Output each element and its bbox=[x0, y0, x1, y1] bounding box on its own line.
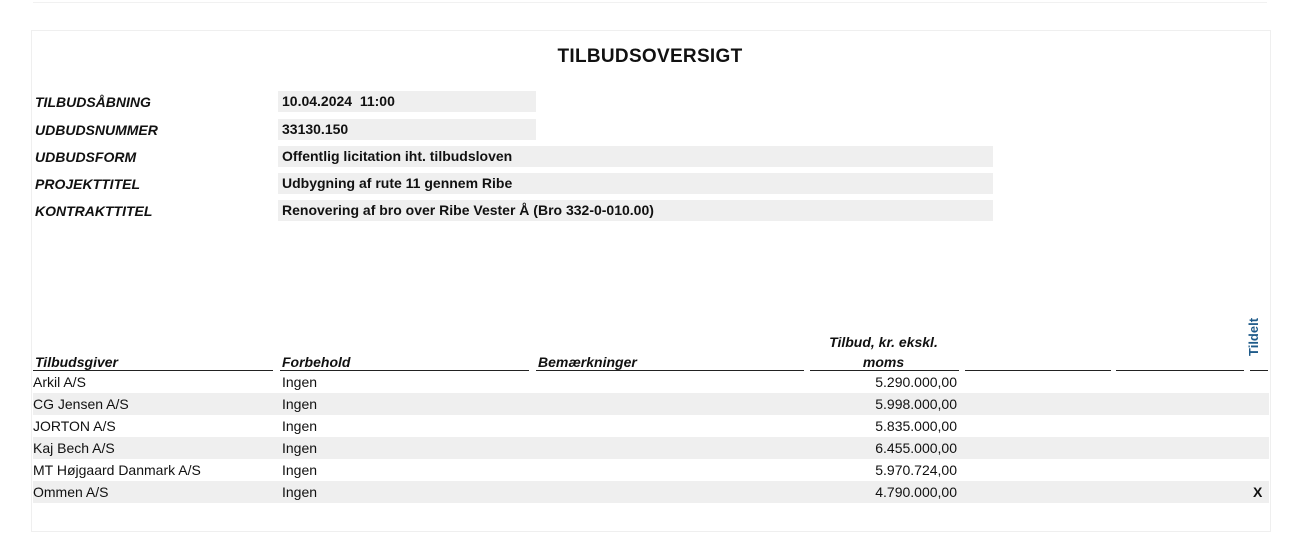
bidder-name: Kaj Bech A/S bbox=[33, 440, 115, 456]
header-bemaerkninger: Bemærkninger bbox=[538, 354, 637, 370]
bid-amount: 5.835.000,00 bbox=[875, 418, 957, 434]
header-tilbud-line1: Tilbud, kr. ekskl. bbox=[829, 334, 938, 350]
info-value-udbudsform: Offentlig licitation iht. tilbudsloven bbox=[278, 146, 993, 167]
info-label-tilbudsaabning: TILBUDSÅBNING bbox=[35, 94, 151, 110]
header-tilbudsgiver: Tilbudsgiver bbox=[35, 354, 118, 370]
bid-amount: 6.455.000,00 bbox=[875, 440, 957, 456]
bid-amount: 5.290.000,00 bbox=[875, 374, 957, 390]
info-label-udbudsform: UDBUDSFORM bbox=[35, 149, 137, 165]
reservation: Ingen bbox=[282, 462, 318, 478]
info-value-udbudsnummer: 33130.150 bbox=[278, 119, 536, 140]
reservation: Ingen bbox=[282, 374, 318, 390]
table-row bbox=[33, 481, 1269, 503]
bidder-name: MT Højgaard Danmark A/S bbox=[33, 462, 201, 478]
reservation: Ingen bbox=[282, 440, 318, 456]
bid-amount: 5.970.724,00 bbox=[875, 462, 957, 478]
awarded-mark: X bbox=[1253, 484, 1263, 500]
bidder-name: CG Jensen A/S bbox=[33, 396, 129, 412]
table-row bbox=[33, 371, 1269, 393]
info-value-tilbudsaabning: 10.04.2024 11:00 bbox=[278, 91, 536, 112]
header-forbehold: Forbehold bbox=[282, 354, 351, 370]
table-row bbox=[33, 415, 1269, 437]
top-border bbox=[33, 0, 1267, 3]
page-title: TILBUDSOVERSIGT bbox=[557, 46, 743, 67]
table-row bbox=[33, 459, 1269, 481]
reservation: Ingen bbox=[282, 396, 318, 412]
bid-amount: 5.998.000,00 bbox=[875, 396, 957, 412]
bidder-name: JORTON A/S bbox=[33, 418, 116, 434]
table-row bbox=[33, 393, 1269, 415]
bid-amount: 4.790.000,00 bbox=[875, 484, 957, 500]
info-label-udbudsnummer: UDBUDSNUMMER bbox=[35, 122, 158, 138]
reservation: Ingen bbox=[282, 418, 318, 434]
info-value-projekttitel: Udbygning af rute 11 gennem Ribe bbox=[278, 173, 993, 194]
bidder-name: Arkil A/S bbox=[33, 374, 86, 390]
reservation: Ingen bbox=[282, 484, 318, 500]
info-value-kontrakttitel: Renovering af bro over Ribe Vester Å (Bro 332-0-010.00) bbox=[278, 200, 993, 221]
header-tildelt: Tildelt bbox=[1246, 317, 1261, 356]
header-tilbud-line2: moms bbox=[862, 354, 905, 370]
info-label-projekttitel: PROJEKTTITEL bbox=[35, 176, 141, 192]
bidder-name: Ommen A/S bbox=[33, 484, 109, 500]
table-row bbox=[33, 437, 1269, 459]
info-label-kontrakttitel: KONTRAKTTITEL bbox=[35, 203, 153, 219]
